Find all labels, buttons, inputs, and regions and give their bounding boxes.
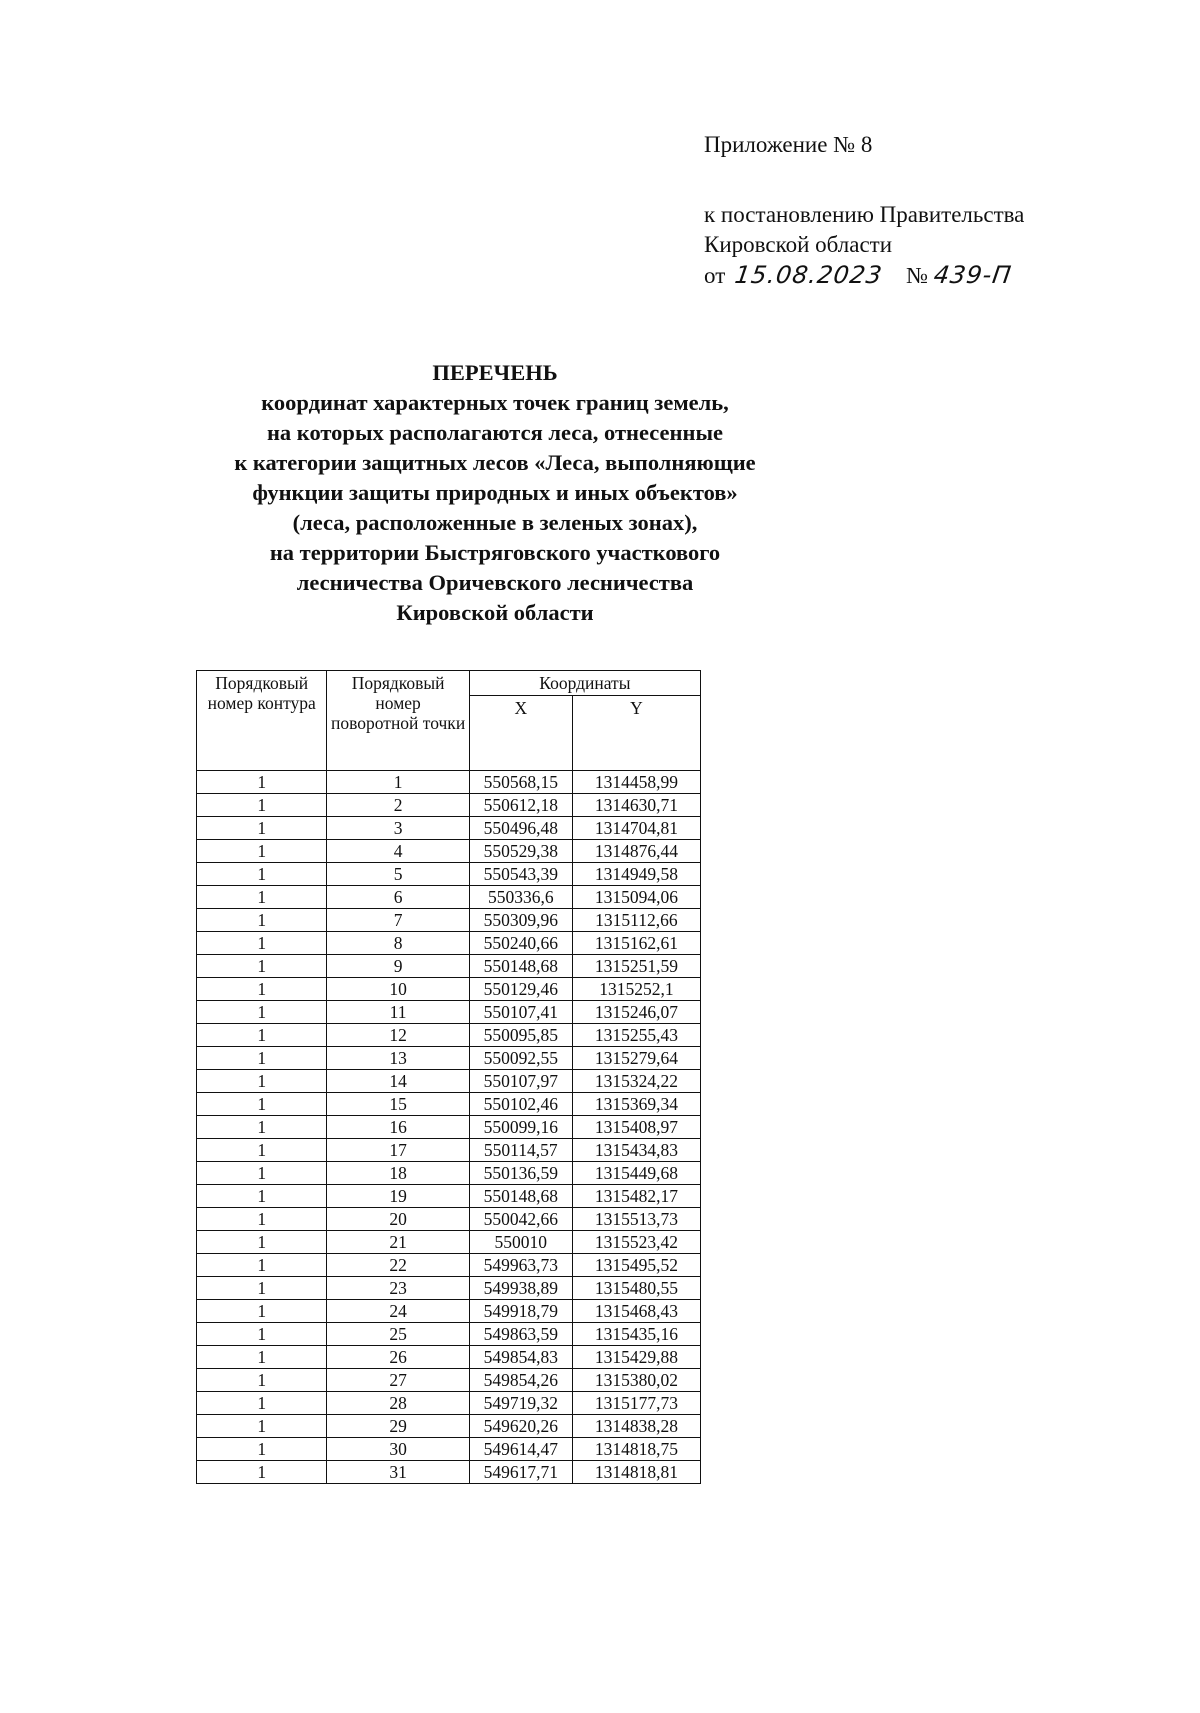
cell-x: 549863,59 [469, 1323, 572, 1346]
heading-line: функции защиты природных и иных объектов» [252, 480, 738, 505]
cell-y: 1314818,75 [572, 1438, 700, 1461]
cell-contour: 1 [197, 1323, 327, 1346]
cell-point: 6 [327, 886, 469, 909]
cell-point: 25 [327, 1323, 469, 1346]
table-row [197, 1070, 701, 1093]
document-heading [185, 358, 805, 628]
cell-point: 30 [327, 1438, 469, 1461]
table-row [197, 1392, 701, 1415]
appendix-line-2: Кировской области [704, 232, 893, 257]
table-row [197, 863, 701, 886]
table-row [197, 1254, 701, 1277]
cell-contour: 1 [197, 1001, 327, 1024]
cell-x: 550114,57 [469, 1139, 572, 1162]
cell-contour: 1 [197, 1139, 327, 1162]
cell-point: 19 [327, 1185, 469, 1208]
cell-x: 549617,71 [469, 1461, 572, 1484]
cell-point: 12 [327, 1024, 469, 1047]
cell-contour: 1 [197, 863, 327, 886]
cell-y: 1315177,73 [572, 1392, 700, 1415]
cell-x: 550102,46 [469, 1093, 572, 1116]
table-row [197, 1461, 701, 1484]
cell-point: 1 [327, 771, 469, 794]
cell-x: 550042,66 [469, 1208, 572, 1231]
heading-line: Кировской области [396, 600, 594, 625]
cell-x: 549854,26 [469, 1369, 572, 1392]
cell-y: 1315246,07 [572, 1001, 700, 1024]
coordinates-table [196, 670, 701, 1484]
date-prefix: от [704, 263, 726, 288]
cell-x: 549620,26 [469, 1415, 572, 1438]
appendix-block [704, 130, 1024, 291]
cell-contour: 1 [197, 1346, 327, 1369]
cell-y: 1315480,55 [572, 1277, 700, 1300]
cell-x: 549963,73 [469, 1254, 572, 1277]
table-row [197, 1185, 701, 1208]
cell-point: 7 [327, 909, 469, 932]
cell-contour: 1 [197, 1438, 327, 1461]
cell-contour: 1 [197, 1208, 327, 1231]
cell-contour: 1 [197, 1024, 327, 1047]
cell-x: 550099,16 [469, 1116, 572, 1139]
cell-x: 550148,68 [469, 1185, 572, 1208]
table-row [197, 1139, 701, 1162]
cell-point: 24 [327, 1300, 469, 1323]
cell-y: 1315523,42 [572, 1231, 700, 1254]
table-row [197, 1415, 701, 1438]
table-row [197, 955, 701, 978]
cell-contour: 1 [197, 771, 327, 794]
cell-x: 549938,89 [469, 1277, 572, 1300]
cell-contour: 1 [197, 909, 327, 932]
cell-contour: 1 [197, 1392, 327, 1415]
table-row [197, 978, 701, 1001]
cell-x: 550129,46 [469, 978, 572, 1001]
cell-point: 9 [327, 955, 469, 978]
cell-y: 1315513,73 [572, 1208, 700, 1231]
table-row [197, 1116, 701, 1139]
table-row [197, 1369, 701, 1392]
handwritten-number: 439-П [931, 261, 1014, 289]
cell-contour: 1 [197, 840, 327, 863]
table-row [197, 840, 701, 863]
header-x: X [469, 696, 572, 771]
cell-x: 549918,79 [469, 1300, 572, 1323]
table-row [197, 817, 701, 840]
cell-y: 1315369,34 [572, 1093, 700, 1116]
table-row [197, 1093, 701, 1116]
cell-contour: 1 [197, 1300, 327, 1323]
table-row [197, 1346, 701, 1369]
cell-y: 1314630,71 [572, 794, 700, 817]
cell-y: 1314838,28 [572, 1415, 700, 1438]
cell-point: 15 [327, 1093, 469, 1116]
cell-y: 1315435,16 [572, 1323, 700, 1346]
table-row [197, 794, 701, 817]
cell-y: 1315482,17 [572, 1185, 700, 1208]
cell-point: 28 [327, 1392, 469, 1415]
table-row [197, 1231, 701, 1254]
cell-contour: 1 [197, 1162, 327, 1185]
cell-point: 11 [327, 1001, 469, 1024]
cell-contour: 1 [197, 1415, 327, 1438]
cell-y: 1315495,52 [572, 1254, 700, 1277]
table-row [197, 771, 701, 794]
cell-point: 17 [327, 1139, 469, 1162]
cell-point: 20 [327, 1208, 469, 1231]
handwritten-date: 15.08.2023 [733, 261, 885, 289]
cell-contour: 1 [197, 1047, 327, 1070]
cell-contour: 1 [197, 1116, 327, 1139]
table-row [197, 1208, 701, 1231]
cell-y: 1315434,83 [572, 1139, 700, 1162]
header-y: Y [572, 696, 700, 771]
cell-contour: 1 [197, 1369, 327, 1392]
cell-y: 1315094,06 [572, 886, 700, 909]
cell-y: 1315408,97 [572, 1116, 700, 1139]
heading-line: на территории Быстряговского участкового [269, 540, 721, 565]
header-coordinates: Координаты [469, 671, 700, 696]
cell-point: 23 [327, 1277, 469, 1300]
table-row [197, 1323, 701, 1346]
cell-contour: 1 [197, 886, 327, 909]
cell-y: 1315279,64 [572, 1047, 700, 1070]
cell-x: 550612,18 [469, 794, 572, 817]
cell-contour: 1 [197, 1070, 327, 1093]
table-row [197, 1047, 701, 1070]
cell-contour: 1 [197, 817, 327, 840]
cell-y: 1314458,99 [572, 771, 700, 794]
cell-contour: 1 [197, 1231, 327, 1254]
cell-y: 1315251,59 [572, 955, 700, 978]
cell-x: 550107,97 [469, 1070, 572, 1093]
cell-point: 4 [327, 840, 469, 863]
cell-point: 18 [327, 1162, 469, 1185]
cell-x: 550543,39 [469, 863, 572, 886]
table-row [197, 1001, 701, 1024]
heading-line: на которых располагаются леса, отнесенные [266, 420, 724, 445]
cell-y: 1314949,58 [572, 863, 700, 886]
cell-point: 22 [327, 1254, 469, 1277]
cell-y: 1315468,43 [572, 1300, 700, 1323]
table-row [197, 932, 701, 955]
heading-line: ПЕРЕЧЕНЬ [432, 360, 558, 385]
cell-x: 550240,66 [469, 932, 572, 955]
cell-x: 550010 [469, 1231, 572, 1254]
heading-line: (леса, расположенные в зеленых зонах), [292, 510, 698, 535]
cell-y: 1315380,02 [572, 1369, 700, 1392]
cell-y: 1315429,88 [572, 1346, 700, 1369]
table-row [197, 1300, 701, 1323]
header-point: Порядковый номер поворотной точки [327, 671, 469, 771]
cell-x: 550568,15 [469, 771, 572, 794]
cell-contour: 1 [197, 1254, 327, 1277]
cell-point: 29 [327, 1415, 469, 1438]
table-row [197, 909, 701, 932]
cell-point: 3 [327, 817, 469, 840]
cell-x: 549614,47 [469, 1438, 572, 1461]
table-body [197, 771, 701, 1484]
heading-line: координат характерных точек границ земель, [261, 390, 729, 415]
cell-contour: 1 [197, 955, 327, 978]
cell-point: 27 [327, 1369, 469, 1392]
cell-x: 550136,59 [469, 1162, 572, 1185]
table-row [197, 886, 701, 909]
cell-contour: 1 [197, 1185, 327, 1208]
cell-point: 26 [327, 1346, 469, 1369]
appendix-date-line [704, 260, 1024, 291]
cell-y: 1315324,22 [572, 1070, 700, 1093]
cell-contour: 1 [197, 1277, 327, 1300]
cell-x: 549719,32 [469, 1392, 572, 1415]
table-row [197, 1024, 701, 1047]
cell-x: 550092,55 [469, 1047, 572, 1070]
cell-x: 549854,83 [469, 1346, 572, 1369]
header-contour: Порядковый номер контура [197, 671, 327, 771]
cell-y: 1314818,81 [572, 1461, 700, 1484]
cell-x: 550336,6 [469, 886, 572, 909]
cell-y: 1314876,44 [572, 840, 700, 863]
cell-contour: 1 [197, 932, 327, 955]
table-row [197, 1277, 701, 1300]
cell-point: 2 [327, 794, 469, 817]
cell-x: 550148,68 [469, 955, 572, 978]
appendix-title: Приложение № 8 [704, 132, 873, 157]
cell-point: 10 [327, 978, 469, 1001]
cell-point: 14 [327, 1070, 469, 1093]
cell-y: 1315112,66 [572, 909, 700, 932]
cell-point: 5 [327, 863, 469, 886]
cell-contour: 1 [197, 1093, 327, 1116]
cell-point: 8 [327, 932, 469, 955]
table-row [197, 1438, 701, 1461]
table-row [197, 1162, 701, 1185]
cell-contour: 1 [197, 978, 327, 1001]
cell-y: 1314704,81 [572, 817, 700, 840]
heading-line: лесничества Оричевского лесничества [296, 570, 694, 595]
cell-point: 31 [327, 1461, 469, 1484]
cell-x: 550095,85 [469, 1024, 572, 1047]
cell-x: 550529,38 [469, 840, 572, 863]
cell-x: 550496,48 [469, 817, 572, 840]
heading-line: к категории защитных лесов «Леса, выполняющие [234, 450, 756, 475]
cell-x: 550309,96 [469, 909, 572, 932]
cell-y: 1315252,1 [572, 978, 700, 1001]
cell-point: 21 [327, 1231, 469, 1254]
cell-contour: 1 [197, 794, 327, 817]
number-prefix: № [906, 263, 929, 288]
appendix-line-1: к постановлению Правительства [704, 202, 1025, 227]
cell-x: 550107,41 [469, 1001, 572, 1024]
cell-point: 13 [327, 1047, 469, 1070]
cell-contour: 1 [197, 1461, 327, 1484]
cell-y: 1315449,68 [572, 1162, 700, 1185]
cell-point: 16 [327, 1116, 469, 1139]
cell-y: 1315255,43 [572, 1024, 700, 1047]
cell-y: 1315162,61 [572, 932, 700, 955]
